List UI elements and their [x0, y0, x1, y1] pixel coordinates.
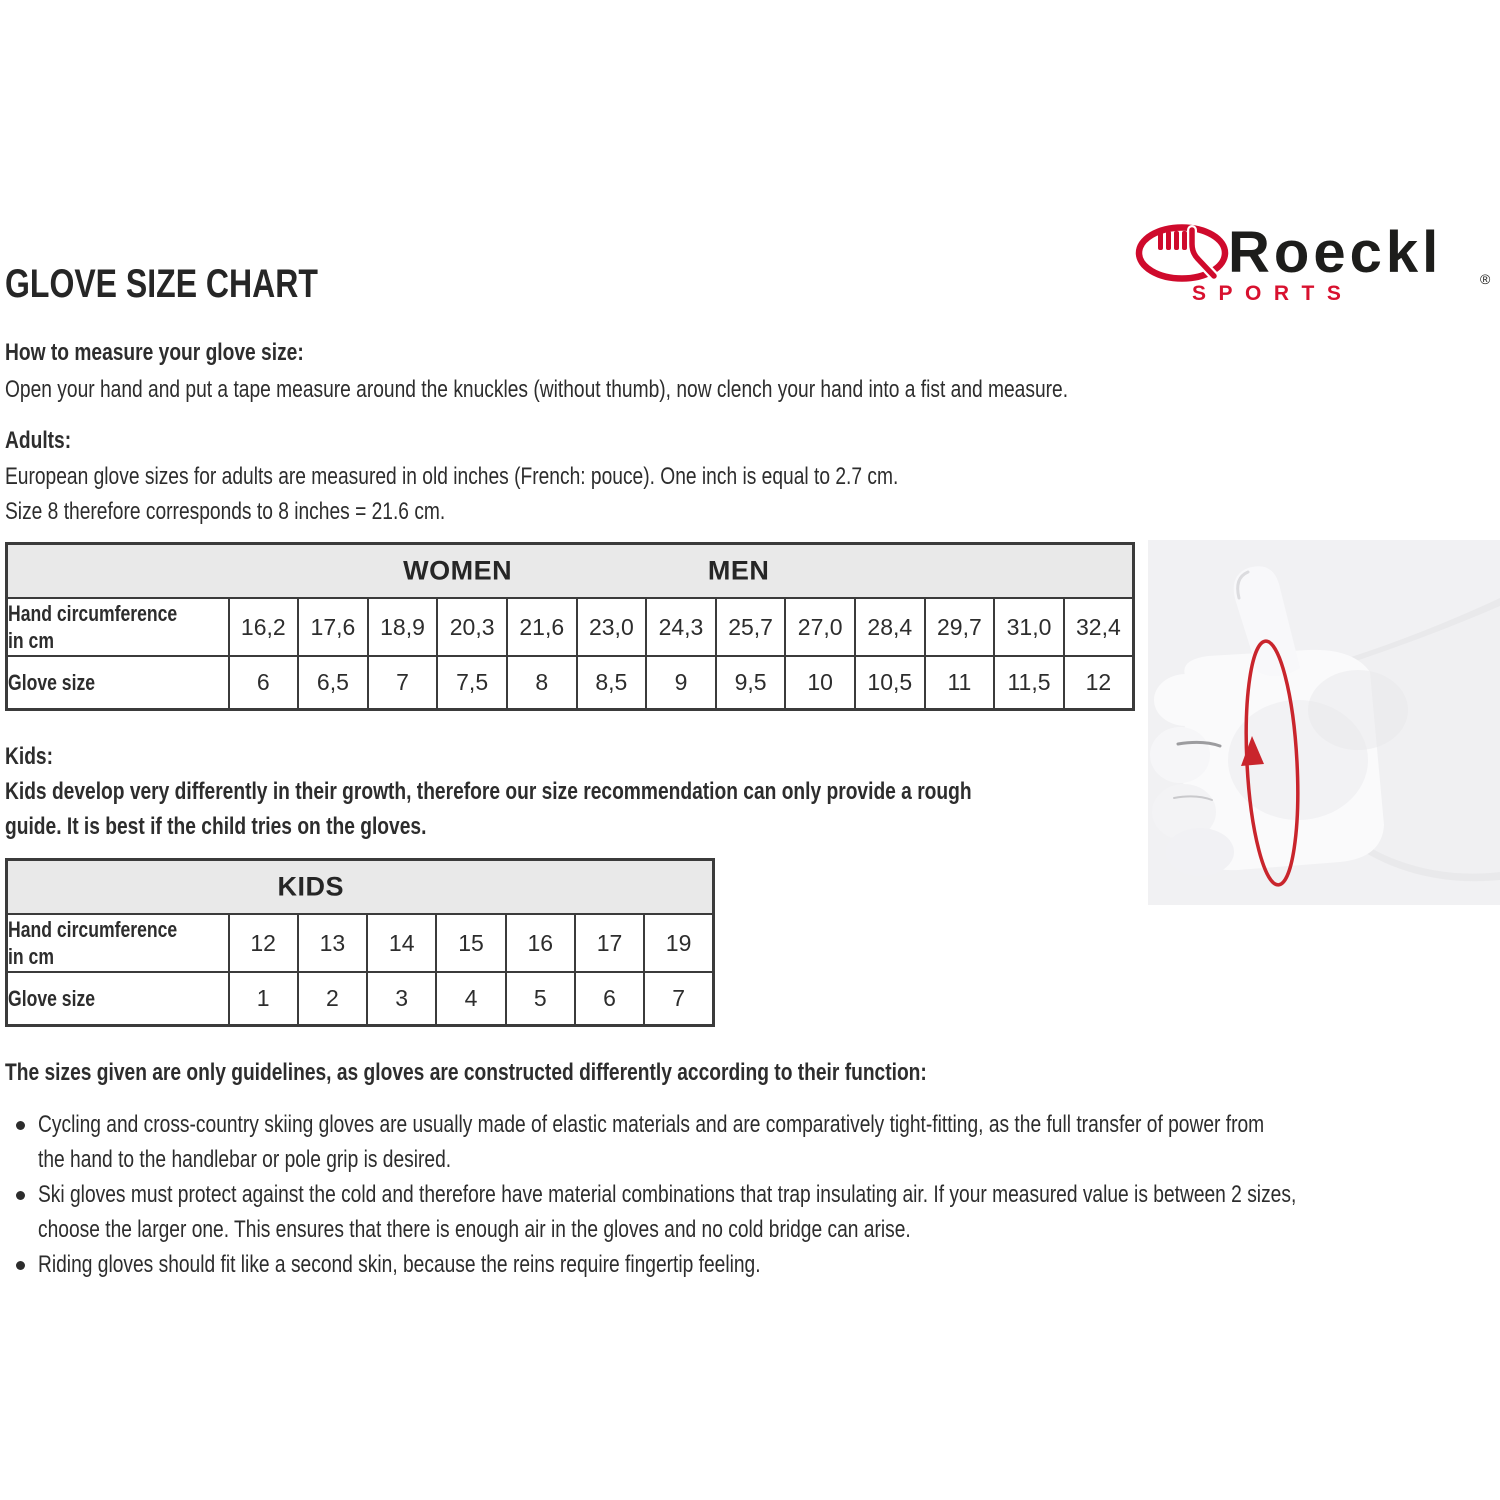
adults-circumference-value: 16,2: [229, 598, 299, 656]
kids-glove-size-row-label: Glove size: [7, 972, 229, 1025]
kids-circumference-row: [7, 914, 714, 972]
adults-circumference-value: 25,7: [716, 598, 786, 656]
bullet-icon: [16, 1121, 25, 1130]
kids-body-line-1: Kids develop very differently in their growth, therefore our size recommendation can only provide a rough: [5, 778, 972, 805]
kids-circumference-row-label: Hand circumference in cm: [7, 914, 229, 972]
roeckl-sports-logo: [1128, 218, 1500, 318]
kids-glove-size-value: 6: [575, 972, 644, 1025]
adults-glove-size-value: 9: [646, 656, 716, 709]
adults-size-table: [5, 542, 1135, 711]
adults-glove-size-value: 7,5: [437, 656, 507, 709]
how-to-measure-body: Open your hand and put a tape measure around the knuckles (without thumb), now clench your hand into a fist and measure.: [5, 376, 1069, 403]
glove-oval-icon: [1139, 228, 1225, 279]
adults-glove-size-row-label: Glove size: [7, 656, 229, 709]
kids-body-line-2: guide. It is best if the child tries on the gloves.: [5, 813, 427, 840]
kids-size-table: [5, 858, 715, 1027]
kids-glove-size-value: 3: [367, 972, 436, 1025]
kids-glove-size-value: 1: [229, 972, 298, 1025]
adults-glove-size-row: [7, 656, 1134, 709]
adults-body-line-1: European glove sizes for adults are measured in old inches (French: pouce). One inch is equal to 2.7 cm.: [5, 463, 899, 490]
adults-glove-size-value: 12: [1064, 656, 1134, 709]
adults-glove-size-value: 6: [229, 656, 299, 709]
kids-glove-size-value: 2: [298, 972, 367, 1025]
hand-measurement-figure: [1148, 540, 1500, 905]
adults-glove-size-value: 9,5: [716, 656, 786, 709]
adults-glove-size-value: 6,5: [298, 656, 368, 709]
adults-circumference-value: 31,0: [994, 598, 1064, 656]
bullet-ski-line-2: choose the larger one. This ensures that there is enough air in the gloves and no cold bridge can arise.: [38, 1216, 911, 1243]
adults-circumference-value: 23,0: [577, 598, 647, 656]
kids-circumference-value: 16: [506, 914, 575, 972]
adults-table-group-header: [7, 544, 1134, 599]
bullet-icon: [16, 1191, 25, 1200]
adults-glove-size-value: 7: [368, 656, 438, 709]
adults-circumference-value: 27,0: [785, 598, 855, 656]
kids-glove-size-row: [7, 972, 714, 1025]
kids-circumference-value: 17: [575, 914, 644, 972]
bullet-cycling-line-1: Cycling and cross-country skiing gloves are usually made of elastic materials and are comparatively tight-fitting, as the full transfer of power from: [38, 1111, 1265, 1138]
how-to-measure-heading: How to measure your glove size:: [5, 339, 304, 366]
adults-circumference-value: 32,4: [1064, 598, 1134, 656]
guidelines-heading: The sizes given are only guidelines, as gloves are constructed differently according to their function:: [5, 1059, 927, 1086]
kids-circumference-value: 15: [436, 914, 505, 972]
adults-circumference-value: 17,6: [298, 598, 368, 656]
adults-glove-size-value: 10,5: [855, 656, 925, 709]
logo-sports-text: SPORTS: [1192, 282, 1354, 305]
adults-circumference-value: 21,6: [507, 598, 577, 656]
kids-circumference-value: 13: [298, 914, 367, 972]
logo-registered-mark: ®: [1480, 271, 1491, 287]
logo-brand-text: Roeckl: [1228, 220, 1443, 285]
women-column-group-label: WOMEN: [403, 555, 513, 586]
kids-table-group-header: [7, 860, 714, 915]
bullet-ski-line-1: Ski gloves must protect against the cold and therefore have material combinations that trap insulating air. If your measured value is between 2 sizes,: [38, 1181, 1297, 1208]
adults-glove-size-value: 11: [925, 656, 995, 709]
adults-circumference-value: 20,3: [437, 598, 507, 656]
adults-circumference-value: 28,4: [855, 598, 925, 656]
adults-circumference-value: 29,7: [925, 598, 995, 656]
kids-circumference-value: 14: [367, 914, 436, 972]
kids-heading: Kids:: [5, 743, 53, 770]
kids-glove-size-value: 7: [644, 972, 713, 1025]
bullet-riding-line-1: Riding gloves should fit like a second skin, because the reins require fingertip feeling.: [38, 1251, 761, 1278]
adults-glove-size-value: 8,5: [577, 656, 647, 709]
bullet-cycling-line-2: the hand to the handlebar or pole grip is desired.: [38, 1146, 452, 1173]
kids-glove-size-value: 4: [436, 972, 505, 1025]
adults-heading: Adults:: [5, 427, 72, 454]
page-title: GLOVE SIZE CHART: [5, 262, 318, 306]
kids-circumference-value: 19: [644, 914, 713, 972]
kids-column-group-label: KIDS: [277, 871, 344, 902]
kids-glove-size-value: 5: [506, 972, 575, 1025]
adults-glove-size-value: 10: [785, 656, 855, 709]
adults-circumference-value: 18,9: [368, 598, 438, 656]
kids-circumference-value: 12: [229, 914, 298, 972]
adults-circumference-row: [7, 598, 1134, 656]
adults-glove-size-value: 11,5: [994, 656, 1064, 709]
adults-glove-size-value: 8: [507, 656, 577, 709]
adults-body-line-2: Size 8 therefore corresponds to 8 inches = 21.6 cm.: [5, 498, 446, 525]
bullet-icon: [16, 1261, 25, 1270]
adults-circumference-value: 24,3: [646, 598, 716, 656]
men-column-group-label: MEN: [707, 555, 770, 586]
adults-circumference-row-label: Hand circumference in cm: [7, 598, 229, 656]
